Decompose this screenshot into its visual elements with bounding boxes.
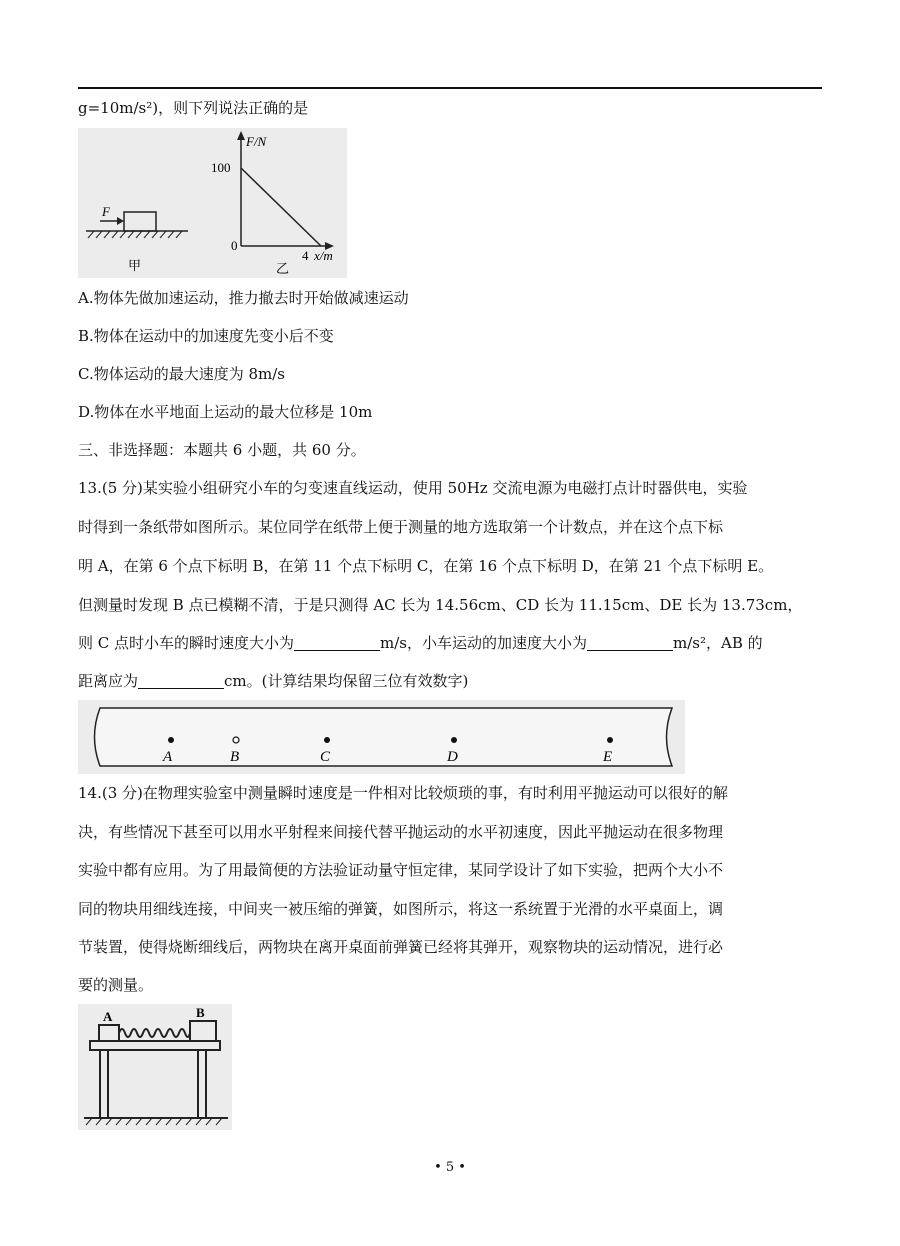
q13-line: 时得到一条纸带如图所示。某位同学在纸带上便于测量的地方选取第一个计数点，并在这个点下标 [78,518,724,536]
spring [119,1029,190,1037]
option-b: B.物体在运动中的加速度先变小后不变 [78,327,334,345]
q13-text: m/s，小车运动的加速度大小为 [380,634,587,652]
tape-dot-c [324,737,330,743]
q12-tail-text: g=10m/s²)，则下列说法正确的是 [78,99,309,117]
q13-line: 13.(5 分)某实验小组研究小车的匀变速直线运动，使用 50Hz 交流电源为电磁打点计时器供电，实验 [78,479,748,497]
q13-line: 但测量时发现 B 点已模糊不清，于是只测得 AC 长为 14.56cm、CD 长为 11.15cm、DE 长为 13.73cm， [78,596,803,614]
option-c: C.物体运动的最大速度为 8m/s [78,365,285,383]
figure-paper-tape [78,700,685,774]
figure-force-graph [78,128,347,278]
q13-text: m/s²，AB 的 [673,634,763,652]
q13-line-blanks [78,633,763,653]
block-b-label: B [196,1005,205,1020]
q14-line: 决，有些情况下甚至可以用水平射程来间接代替平抛运动的水平初速度，因此平抛运动在很多物理 [78,823,724,841]
force-label: F [102,204,110,219]
q13-line-blanks [78,671,468,691]
section-heading: 三、非选择题：本题共 6 小题，共 60 分。 [78,441,366,459]
tape-label-c: C [320,749,331,765]
page-number: • 5 • [434,1160,466,1175]
q14-line: 14.(3 分)在物理实验室中测量瞬时速度是一件相对比较烦琐的事，有时利用平抛运动可以很好的解 [78,784,728,802]
block-a-label: A [103,1009,113,1024]
tape-label-d: D [447,749,458,765]
q14-line: 要的测量。 [78,976,154,994]
tape-label-a: A [163,749,173,765]
tape-label-b: B [230,749,240,765]
answer-blank-acceleration[interactable] [587,634,673,651]
tape-label-e: E [603,749,613,765]
figure-spring-table [78,1004,232,1130]
origin-label: 0 [231,238,238,253]
x-axis-label: x/m [314,248,333,263]
y-tick: 100 [211,160,231,175]
label-jia: 甲 [128,258,142,273]
q13-text: 距离应为 [78,672,139,690]
tape-dot-e [607,737,613,743]
q13-text: cm。(计算结果均保留三位有效数字) [224,672,469,690]
x-tick: 4 [302,248,309,263]
q14-line: 同的物块用细线连接，中间夹一被压缩的弹簧，如图所示，将这一系统置于光滑的水平桌面上，调 [78,900,724,918]
q14-line: 节装置，使得烧断细线后，两物块在离开桌面前弹簧已经将其弹开，观察物块的运动情况，进行必 [78,938,724,956]
tape-dot-a [168,737,174,743]
q13-text: 则 C 点时小车的瞬时速度大小为 [78,634,295,652]
force-line [241,168,321,246]
header-rule [78,87,822,89]
y-axis-label: F/N [246,134,267,149]
answer-blank-ab-distance[interactable] [138,672,224,689]
block [124,212,156,231]
tape-dot-d [451,737,457,743]
q14-line: 实验中都有应用。为了用最简便的方法验证动量守恒定律，某同学设计了如下实验，把两个大小不 [78,861,724,879]
q13-line: 明 A，在第 6 个点下标明 B，在第 11 个点下标明 C，在第 16 个点下标明 D，在第 21 个点下标明 E。 [78,557,774,575]
option-d: D.物体在水平地面上运动的最大位移是 10m [78,403,373,421]
label-yi: 乙 [276,261,290,276]
answer-blank-velocity[interactable] [294,634,380,651]
option-a: A.物体先做加速运动，推力撤去时开始做减速运动 [78,289,409,307]
